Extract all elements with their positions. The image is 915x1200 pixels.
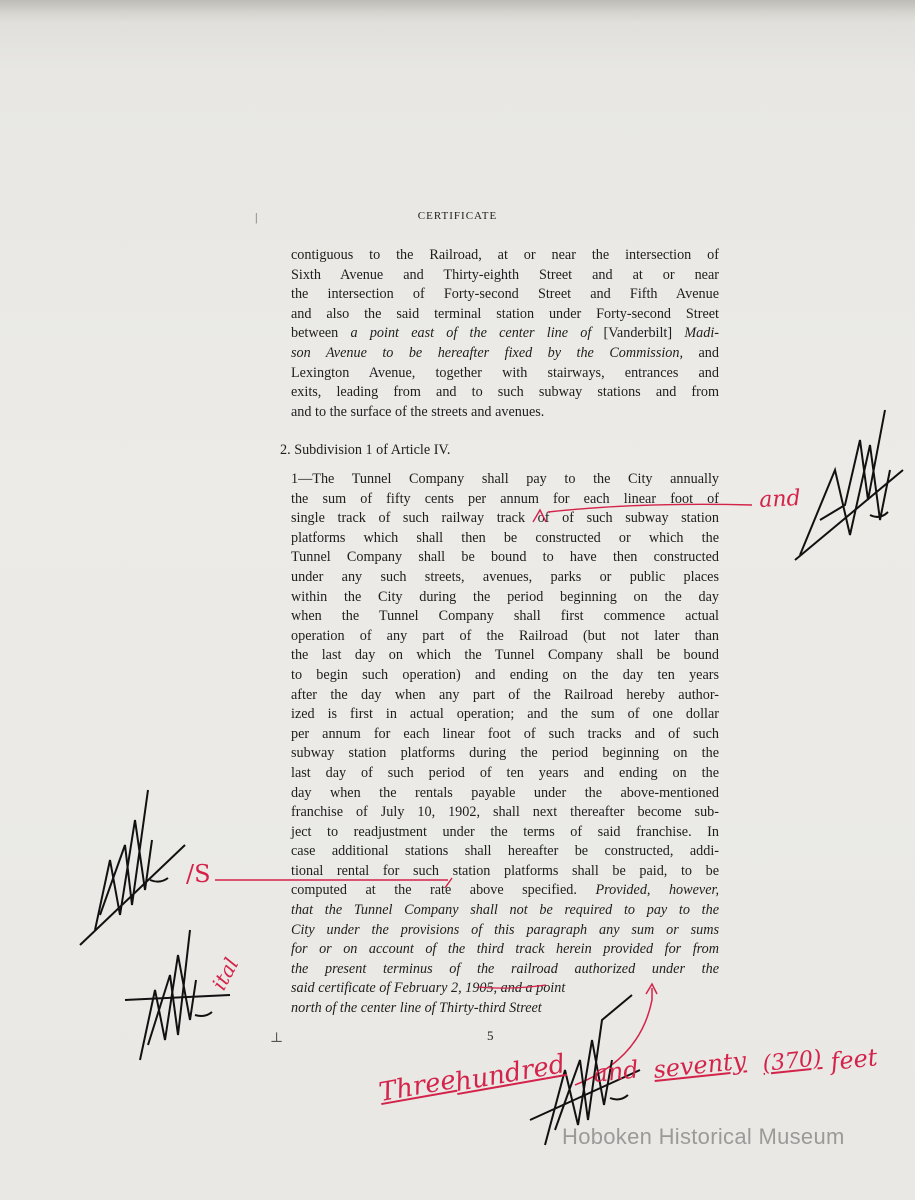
text-line: franchise of July 10, 1902, shall next thereafter become sub- bbox=[291, 804, 719, 821]
text-line: single track of such railway track of of such subway station bbox=[291, 510, 719, 527]
text-line-mixed: son Avenue to be hereafter fixed by the Commission, and bbox=[291, 344, 719, 361]
text-line: the intersection of Forty-second Street and Fifth Avenue bbox=[291, 286, 719, 303]
red-underline bbox=[478, 985, 546, 988]
text-line: and also the said terminal station under Forty-second Street bbox=[291, 305, 719, 322]
red-annotation-ital: ital bbox=[206, 953, 244, 994]
page-number: 5 bbox=[487, 1028, 494, 1043]
red-word: hundred bbox=[452, 1049, 568, 1098]
text-line: north of the center line of Thirty-third Street bbox=[291, 1000, 542, 1017]
text-line: tional rental for such station platforms shall be paid, to be bbox=[291, 862, 719, 879]
text-line: operation of any part of the Railroad (but not later than bbox=[291, 627, 719, 644]
text-line: the sum of fifty cents per annum for each linear foot of bbox=[291, 490, 719, 507]
text-line: subway station platforms during the period beginning on the bbox=[291, 745, 719, 762]
text-line: after the day when any part of the Railroad hereby author- bbox=[291, 686, 719, 703]
text-line: Lexington Avenue, together with stairways, entrances and bbox=[291, 364, 719, 381]
red-word: Three bbox=[376, 1065, 459, 1108]
red-word: (370) bbox=[761, 1045, 823, 1077]
text-line: contiguous to the Railroad, at or near the intersection of bbox=[291, 247, 719, 263]
text-line: under any such streets, avenues, parks or public places bbox=[291, 568, 719, 585]
initials-scribble-left-2 bbox=[125, 930, 230, 1060]
text-line-mixed: between a point east of the center line of [Vanderbilt] Madi- bbox=[291, 325, 719, 342]
initials-scribble-left-1 bbox=[80, 790, 185, 945]
margin-tick: | bbox=[255, 210, 258, 224]
text-line: to begin such operation) and ending on the day ten years bbox=[291, 666, 719, 683]
text-line: case additional stations shall hereafter be constructed, addi- bbox=[291, 843, 719, 860]
text-line: ized is first in actual operation; and the sum of one dollar bbox=[291, 706, 719, 723]
page-header: CERTIFICATE bbox=[417, 210, 498, 222]
text-line: per annum for each linear foot of such tracks and of such bbox=[291, 725, 719, 742]
red-word: seventy bbox=[652, 1046, 748, 1084]
text-line: when the Tunnel Company shall first commence actual bbox=[291, 608, 719, 625]
text-line: that the Tunnel Company shall not be required to pay to the bbox=[291, 902, 719, 919]
text-line: ject to readjustment under the terms of said franchise. In bbox=[291, 823, 719, 840]
text-line: the last day on which the Tunnel Company shall be bound bbox=[291, 647, 719, 664]
text-line: within the City during the period beginning on the day bbox=[291, 588, 719, 605]
text-line: and to the surface of the streets and avenues. bbox=[291, 403, 545, 420]
text-line-mixed: computed at the rate above specified. Provided, however, bbox=[291, 882, 720, 899]
red-word: and bbox=[592, 1055, 640, 1088]
text-line: the present terminus of the railroad authorized under the bbox=[291, 960, 719, 977]
text-line: for or on account of the third track herein provided for from bbox=[291, 941, 719, 958]
red-caret-mark bbox=[533, 510, 546, 522]
text-line: Tunnel Company shall be bound to have then constructed bbox=[291, 549, 719, 566]
initials-scribble-top-right bbox=[795, 410, 903, 560]
text-line: Sixth Avenue and Thirty-eighth Street and at or near bbox=[291, 266, 719, 283]
text-line: said certificate of February 2, 1905, and a point bbox=[291, 980, 566, 997]
margin-tick: ⊥ bbox=[270, 1031, 284, 1046]
red-annotation-and: and bbox=[758, 485, 802, 513]
text-line: 1—The Tunnel Company shall pay to the City annually bbox=[291, 471, 719, 487]
text-line: platforms which shall then be constructed or which the bbox=[291, 529, 719, 546]
text-line: City under the provisions of this paragraph any sum or sums bbox=[291, 921, 719, 938]
text-line: last day of such period of ten years and ending on the bbox=[291, 764, 719, 781]
section-heading: 2. Subdivision 1 of Article IV. bbox=[280, 442, 451, 458]
red-word: feet bbox=[829, 1043, 879, 1076]
red-insert-line bbox=[548, 504, 752, 512]
red-annotation-s: /S bbox=[186, 860, 211, 888]
text-line: exits, leading from and to such subway stations and from bbox=[291, 384, 719, 401]
text-line: day when the rentals payable under the above-mentioned bbox=[291, 784, 719, 801]
watermark: Hoboken Historical Museum bbox=[562, 1124, 845, 1149]
